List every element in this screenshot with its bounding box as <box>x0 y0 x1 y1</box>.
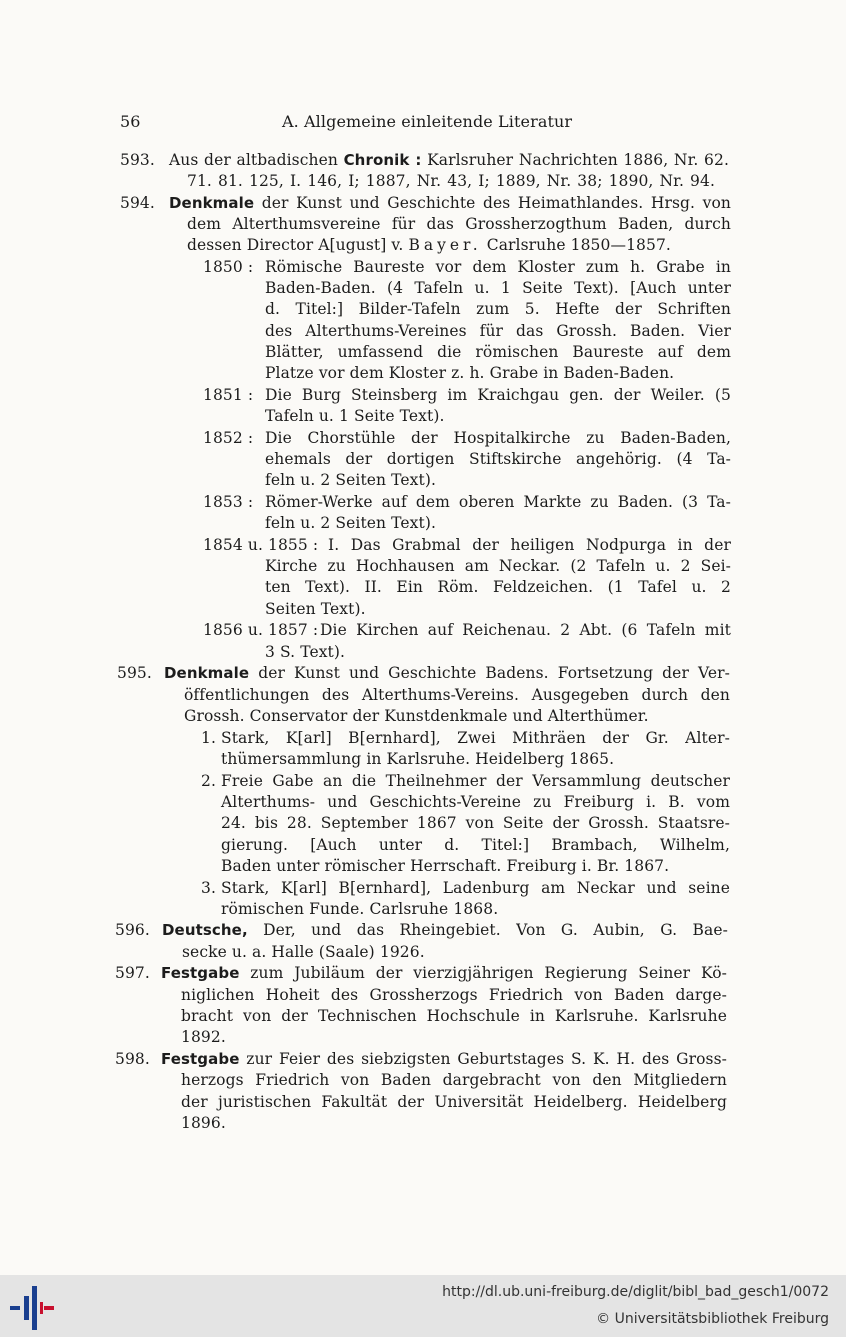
entry-line: 1892. <box>181 1028 226 1046</box>
entry-keyword: Festgabe <box>161 1050 240 1068</box>
subitem-line: Die Burg Steinsberg im Kraichgau gen. der Weiler. (5 <box>265 386 731 404</box>
entry-line: 71. 81. 125, I. 146, I; 1887, Nr. 43, I; 1889, Nr. 38; 1890, Nr. 94. <box>187 172 715 190</box>
subitem-line: römischen Funde. Carlsruhe 1868. <box>221 900 499 918</box>
subitem-line: Baden-Baden. (4 Tafeln u. 1 Seite Text). [Auch unter <box>265 279 731 297</box>
subitem-line: feln u. 2 Seiten Text). <box>265 471 437 489</box>
subitem-line: des Alterthums-Vereines für das Grossh. Baden. Vier <box>265 322 731 340</box>
subitem-line: Seiten Text). <box>265 600 366 618</box>
entry-line: Aus der altbadischen Chronik : Karlsruher Nachrichten 1886, Nr. 62. <box>169 151 729 169</box>
subitem-line: ehemals der dortigen Stiftskirche angehörig. (4 Ta- <box>265 450 731 468</box>
subitem-line: feln u. 2 Seiten Text). <box>265 514 437 532</box>
entry-line: Denkmale der Kunst und Geschichte des Heimathlandes. Hrsg. von <box>169 194 731 212</box>
subitem-line: d. Titel:] Bilder-Tafeln zum 5. Hefte der Schriften <box>265 300 731 318</box>
entry-line: Festgabe zum Jubiläum der vierzigjährigen Regierung Seiner Kö- <box>161 964 727 982</box>
entry-line: secke u. a. Halle (Saale) 1926. <box>182 943 425 961</box>
entry-keyword: Denkmale <box>164 664 250 682</box>
subitem-line: Römische Baureste vor dem Kloster zum h. Grabe in <box>265 258 731 276</box>
subitem-line: gierung. [Auch unter d. Titel:] Brambach, Wilhelm, <box>221 836 730 854</box>
entry-keyword: Deutsche, <box>162 921 248 939</box>
subitem-label: 1851 : <box>203 386 254 404</box>
entry-number: 593. <box>120 151 155 169</box>
entry-number: 594. <box>120 194 155 212</box>
document-url-link[interactable]: http://dl.ub.uni-freiburg.de/diglit/bibl_bad_gesch1/0072 <box>442 1284 829 1300</box>
subitem-line: Die Chorstühle der Hospitalkirche zu Baden-Baden, <box>265 429 731 447</box>
entry-line: dem Alterthumsvereine für das Grossherzogthum Baden, durch <box>187 215 731 233</box>
subitem-line: Platze vor dem Kloster z. h. Grabe in Baden-Baden. <box>265 364 675 382</box>
subitem-line: Baden unter römischer Herrschaft. Freiburg i. Br. 1867. <box>221 857 670 875</box>
running-title: A. Allgemeine einleitende Literatur <box>282 112 573 131</box>
subitem-line: Stark, K[arl] B[ernhard], Ladenburg am Neckar und seine <box>221 879 730 897</box>
subitem-label: 3. <box>201 879 216 897</box>
page-number: 56 <box>120 112 141 131</box>
subitem-line: 24. bis 28. September 1867 von Seite der Grossh. Staatsre- <box>221 814 730 832</box>
subitem-line: Tafeln u. 1 Seite Text). <box>265 407 445 425</box>
entry-keyword: Denkmale <box>169 194 255 212</box>
entry-keyword: Festgabe <box>161 964 240 982</box>
subitem-line: ten Text). II. Ein Röm. Feldzeichen. (1 Tafel u. 2 <box>265 578 731 596</box>
subitem-line: I. Das Grabmal der heiligen Nodpurga in der <box>328 536 731 554</box>
subitem-label: 1. <box>201 729 216 747</box>
entry-number: 595. <box>117 664 152 682</box>
subitem-line: Römer-Werke auf dem oberen Markte zu Baden. (3 Ta- <box>265 493 731 511</box>
subitem-label: 1854 u. 1855 : <box>203 536 319 554</box>
entry-number: 598. <box>115 1050 150 1068</box>
entry-line: 1896. <box>181 1114 226 1132</box>
subitem-line: Freie Gabe an die Theilnehmer der Versammlung deutscher <box>221 772 730 790</box>
entry-line: bracht von der Technischen Hochschule in Karlsruhe. Karlsruhe <box>181 1007 727 1025</box>
subitem-line: Die Kirchen auf Reichenau. 2 Abt. (6 Tafeln mit <box>320 621 731 639</box>
subitem-line: thümersammlung in Karlsruhe. Heidelberg 1865. <box>221 750 615 768</box>
entry-line: der juristischen Fakultät der Universität Heidelberg. Heidelberg <box>181 1093 727 1111</box>
entry-line: dessen Director A[ugust] v. Bayer. Carlsruhe 1850—1857. <box>187 236 671 254</box>
entry-line: öffentlichungen des Alterthums-Vereins. Ausgegeben durch den <box>184 686 730 704</box>
subitem-label: 2. <box>201 772 216 790</box>
subitem-line: Kirche zu Hochhausen am Neckar. (2 Tafeln u. 2 Sei- <box>265 557 731 575</box>
entry-line: Deutsche, Der, und das Rheingebiet. Von G. Aubin, G. Bae- <box>162 921 728 939</box>
subitem-line: Alterthums- und Geschichts-Vereine zu Freiburg i. B. vom <box>221 793 730 811</box>
subitem-label: 1852 : <box>203 429 254 447</box>
entry-line: Grossh. Conservator der Kunstdenkmale und Alterthümer. <box>184 707 649 725</box>
subitem-label: 1853 : <box>203 493 254 511</box>
copyright-notice: © Universitätsbibliothek Freiburg <box>596 1311 829 1327</box>
subitem-label: 1850 : <box>203 258 254 276</box>
subitem-line: Stark, K[arl] B[ernhard], Zwei Mithräen der Gr. Alter- <box>221 729 730 747</box>
ub-freiburg-logo-icon <box>8 1284 56 1332</box>
entry-line: Festgabe zur Feier des siebzigsten Geburtstages S. K. H. des Gross- <box>161 1050 727 1068</box>
entry-line: herzogs Friedrich von Baden dargebracht von den Mitgliedern <box>181 1071 727 1089</box>
subitem-line: Blätter, umfassend die römischen Baureste auf dem <box>265 343 731 361</box>
entry-line: niglichen Hoheit des Grossherzogs Friedrich von Baden darge- <box>181 986 727 1004</box>
subitem-label: 1856 u. 1857 : <box>203 621 319 639</box>
subitem-line: 3 S. Text). <box>265 643 346 661</box>
entry-keyword: Chronik : <box>343 151 422 169</box>
entry-number: 596. <box>115 921 150 939</box>
entry-line: Denkmale der Kunst und Geschichte Badens. Fortsetzung der Ver- <box>164 664 730 682</box>
entry-number: 597. <box>115 964 150 982</box>
